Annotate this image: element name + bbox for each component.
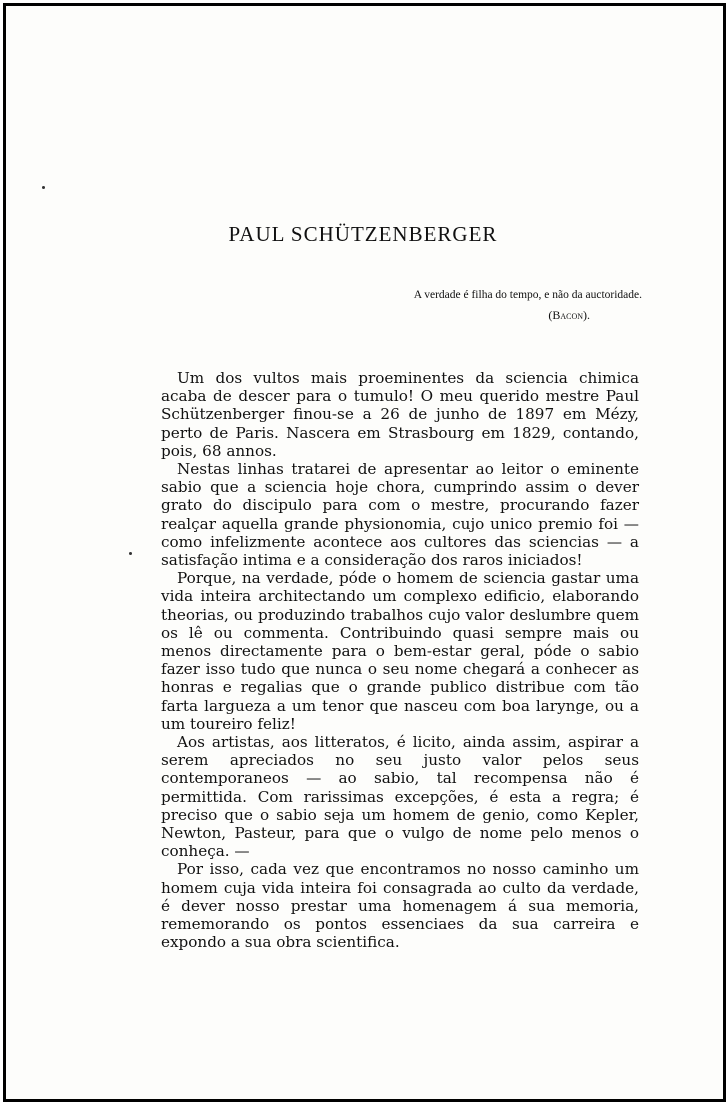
page-title: PAUL SCHÜTZENBERGER <box>228 222 498 246</box>
paragraph: Aos artistas, aos litteratos, é licito, ainda assim, aspirar a serem apreciados no seu justo valor pelos seus contemporaneos — ao sabio, tal recompensa não é permittida. Com rarissimas excepções, é esta a regra; é preciso que o sabio seja um homem de genio, como Kepler, Newton, Pasteur, para que o vulgo de nome pelo menos o conheça. — <box>161 733 639 861</box>
paragraph: Nestas linhas tratarei de apresentar ao leitor o eminente sabio que a sciencia hoje chora, cumprindo assim o dever grato do discipulo para com o mestre, procurando fazer realçar aquella grande physionomia, cujo unico premio foi — como infelizmente acontece aos cultores das sciencias — a satisfação intima e a consideração dos raros iniciados! <box>161 460 639 570</box>
paragraph: Um dos vultos mais proeminentes da sciencia chimica acaba de descer para o tumulo! O meu querido mestre Paul Schützenberger finou-se a 26 de junho de 1897 em Mézy, perto de Paris. Nascera em Strasbourg em 1829, contando, pois, 68 annos. <box>161 369 639 460</box>
scan-speck <box>42 186 45 189</box>
scan-speck <box>129 552 132 555</box>
epigraph-source: (Bacon). <box>548 308 590 322</box>
paragraph: Porque, na verdade, póde o homem de sciencia gastar uma vida inteira architectando um complexo edificio, elaborando theorias, ou produzindo trabalhos cujo valor deslumbre quem os lê ou commenta. Contribuindo quasi sempre mais ou menos directamente para o bem-estar geral, póde o sabio fazer isso tudo que nunca o seu nome chegará a conhecer as honras e regalias que o grande publico distribue com tão farta largueza a um tenor que nasceu com boa larynge, ou a um toureiro feliz! <box>161 569 639 733</box>
paragraph: Por isso, cada vez que encontramos no nosso caminho um homem cuja vida inteira foi consagrada ao culto da verdade, é dever nosso prestar uma homenagem á sua memoria, rememorando os pontos essenciaes da sua carreira e expondo a sua obra scientifica. <box>161 860 639 952</box>
epigraph <box>330 285 642 325</box>
body-text <box>161 369 639 952</box>
epigraph-quote: A verdade é filha do tempo, e não da auctoridade. <box>413 289 642 301</box>
